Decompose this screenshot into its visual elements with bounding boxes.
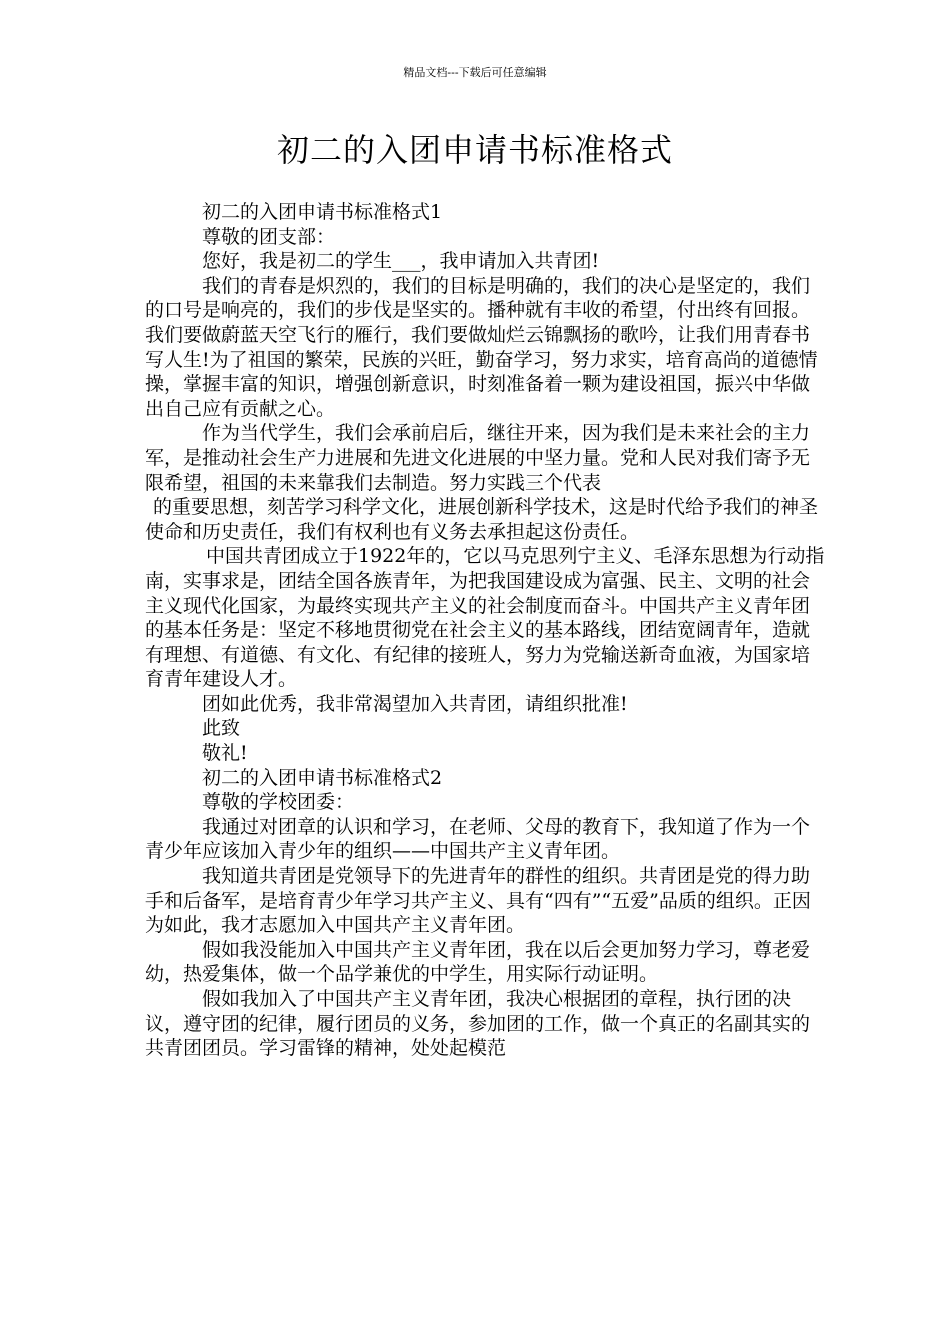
closing-line: 此致 <box>202 717 241 740</box>
header-note: 精品文档---下载后可任意编辑 <box>403 66 547 79</box>
greeting: 您好，我是初二的学生___，我申请加入共青团! <box>202 250 600 273</box>
salutation-1: 尊敬的团支部： <box>202 225 336 248</box>
salutation-2: 尊敬的学校团委： <box>202 791 355 814</box>
paragraph: 中国共青团成立于1922年的，它以马克思列宁主义、毛泽东思想为行动指南，实事求是，团结全国各族青年，为把我国建设成为富强、民主、文明的社会主义现代化国家，为最终实现共产主义的社会制度而奋斗。中国共产主义青年团的基本任务是：坚定不移地贯彻党在社会主义的基本路线，团结宽阔青年，造就有理想、有道德、有文化、有纪律的接班人，努力为党输送新奇血液，为国家培育青年建设人才。 <box>145 545 825 691</box>
paragraph: 假如我没能加入中国共产主义青年团，我在以后会更加努力学习，尊老爱幼，热爱集体，做一个品学兼优的中学生，用实际行动证明。 <box>145 938 811 986</box>
section-heading-2: 初二的入团申请书标准格式2 <box>202 766 443 789</box>
paragraph: 团如此优秀，我非常渴望加入共青团，请组织批准! <box>202 692 628 715</box>
paragraph: 我知道共青团是党领导下的先进青年的群性的组织。共青团是党的得力助手和后备军，是培育青少年学习共产主义、具有“四有”“五爱”品质的组织。正因为如此，我才志愿加入中国共产主义青年团。 <box>145 865 811 937</box>
paragraph: 的重要思想，刻苦学习科学文化，进展创新科学技术，这是时代给予我们的神圣使命和历史责任，我们有权利也有义务去承担起这份责任。 <box>145 496 819 543</box>
paragraph: 假如我加入了中国共产主义青年团，我决心根据团的章程，执行团的决议，遵守团的纪律，履行团员的义务，参加团的工作，做一个真正的名副其实的共青团团员。学习雷锋的精神，处处起模范 <box>145 988 811 1060</box>
paragraph: 我们的青春是炽烈的，我们的目标是明确的，我们的决心是坚定的，我们的口号是响亮的，我们的步伐是坚实的。播种就有丰收的希望，付出终有回报。我们要做蔚蓝天空飞行的雁行，我们要做灿烂云锦飘扬的歌吟，让我们用青春书写人生!为了祖国的繁荣，民族的兴旺，勤奋学习，努力求实，培育高尚的道德情操，掌握丰富的知识，增强创新意识，时刻准备着一颗为建设祖国，振兴中华做出自己应有贡献之心。 <box>145 274 818 420</box>
document-body <box>145 200 825 1061</box>
paragraph: 我通过对团章的认识和学习，在老师、父母的教育下，我知道了作为一个青少年应该加入青少年的组织——中国共产主义青年团。 <box>145 815 811 863</box>
document-title: 初二的入团申请书标准格式 <box>276 131 673 169</box>
paragraph: 作为当代学生，我们会承前启后，继往开来，因为我们是未来社会的主力军，是推动社会生产力进展和先进文化进展的中坚力量。党和人民对我们寄予无限希望，祖国的未来靠我们去制造。努力实践三个代表 <box>145 422 811 494</box>
section-heading-1: 初二的入团申请书标准格式1 <box>202 201 443 223</box>
closing-line: 敬礼! <box>202 742 248 765</box>
